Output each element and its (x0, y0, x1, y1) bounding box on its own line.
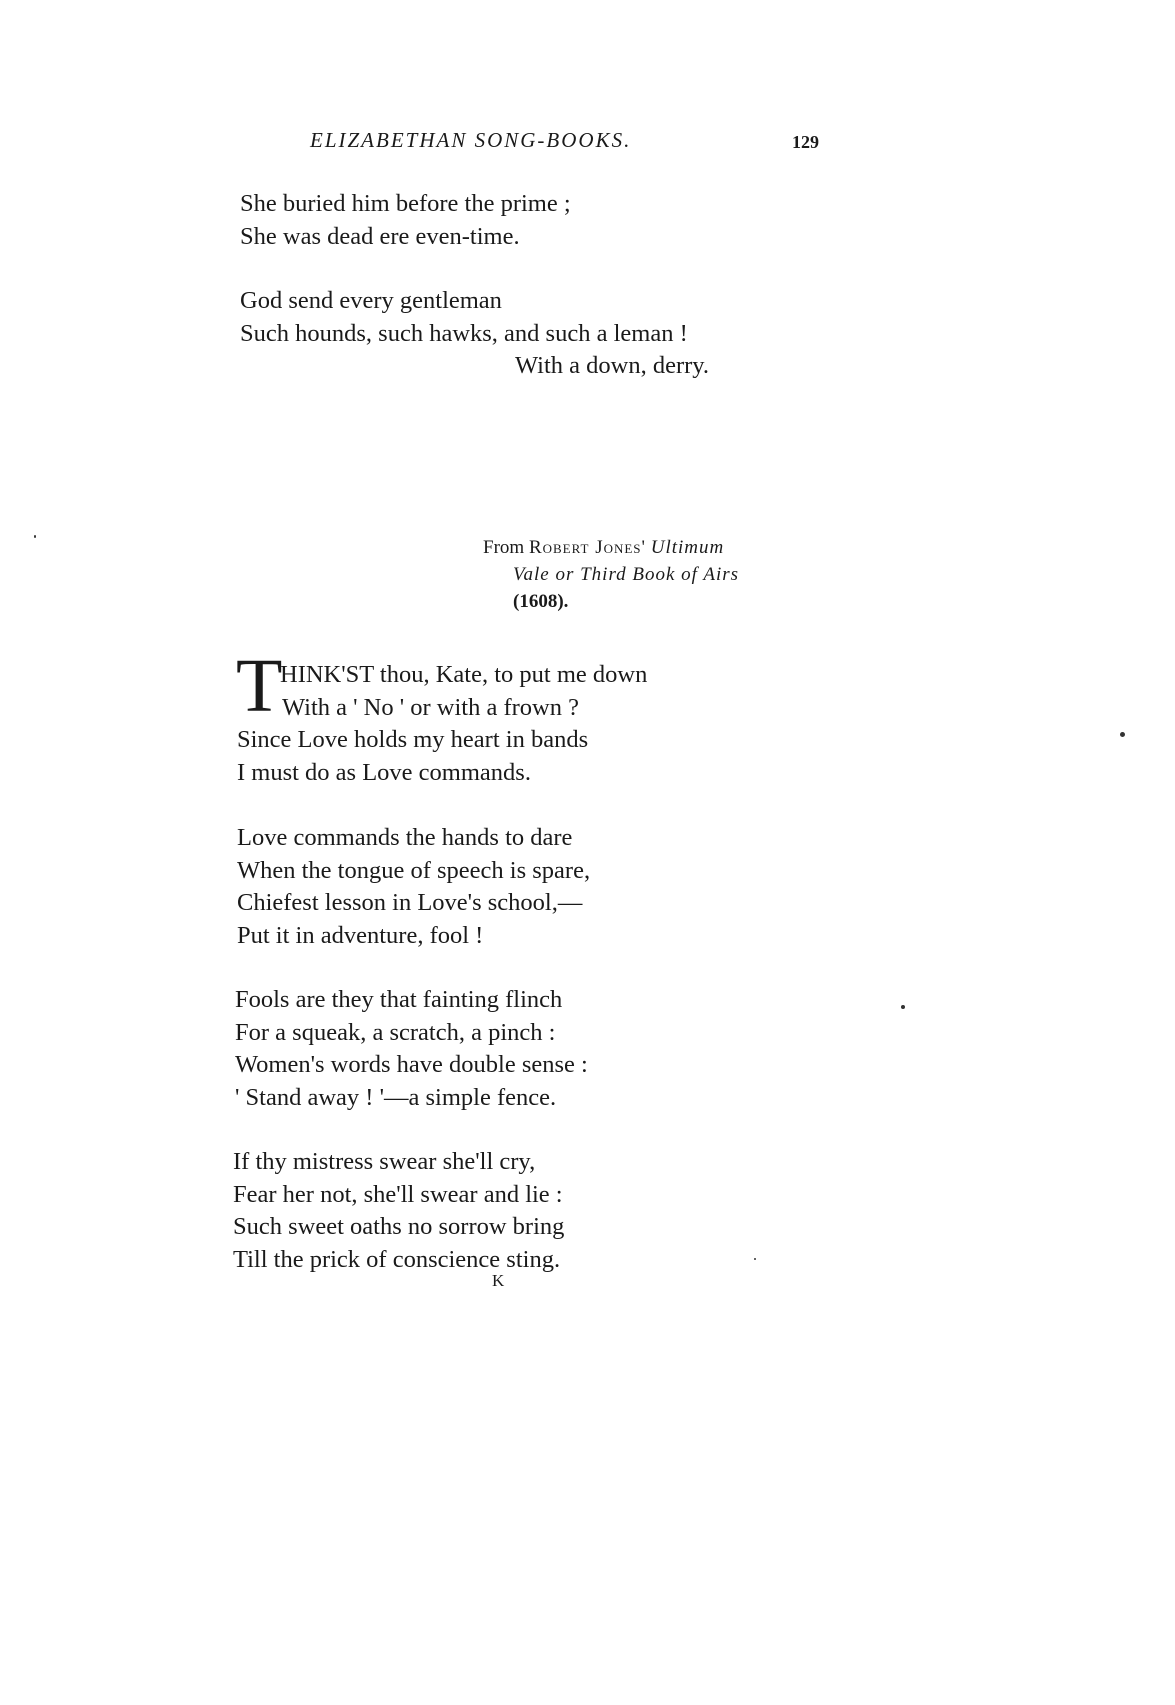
poem-line: Chiefest lesson in Love's school,— (237, 889, 583, 917)
source-line-1 (483, 534, 739, 561)
poem2-stanza-3 (235, 984, 588, 1114)
poem1-refrain: With a down, derry. (515, 352, 710, 379)
source-title-part1: Ultimum (650, 537, 725, 558)
scan-speck (754, 1258, 756, 1260)
drop-cap: T (236, 644, 283, 728)
page-number: 129 (792, 132, 819, 152)
poem-line: Fear her not, she'll swear and lie : (233, 1180, 563, 1208)
poem-line: Such sweet oaths no sorrow bring (233, 1213, 565, 1241)
poem-line: Put it in adventure, fool ! (237, 921, 484, 949)
source-from: From (483, 537, 525, 558)
source-author: Robert Jones' (528, 537, 646, 558)
signature-mark: K (492, 1271, 506, 1290)
scan-speck (1120, 732, 1125, 737)
poem2-stanza-1-top (280, 659, 647, 724)
poem-line: For a squeak, a scratch, a pinch : (235, 1018, 556, 1046)
running-head: ELIZABETHAN SONG-BOOKS. (310, 128, 632, 152)
poem2-stanza-1-bottom (237, 724, 588, 789)
poem-line: HINK'ST thou, Kate, to put me down (280, 661, 648, 688)
poem-line: She buried him before the prime ; (240, 190, 571, 217)
poem-line: If thy mistress swear she'll cry, (233, 1148, 536, 1175)
poem-line: I must do as Love commands. (237, 758, 531, 786)
poem-line: Fools are they that fainting flinch (235, 986, 563, 1013)
poem-line: Women's words have double sense : (235, 1051, 588, 1079)
source-attribution (483, 534, 739, 615)
poem1-stanza-2 (240, 285, 688, 350)
poem2-stanza-4 (233, 1146, 564, 1276)
source-year: (1608). (513, 591, 569, 612)
scan-speck (901, 1005, 905, 1009)
poem-line: When the tongue of speech is spare, (237, 856, 591, 884)
poem-line: With a ' No ' or with a frown ? (282, 693, 580, 721)
poem-line: Such hounds, such hawks, and such a leman ! (240, 319, 688, 347)
poem-line: Since Love holds my heart in bands (237, 726, 589, 753)
poem-line: ' Stand away ! '—a simple fence. (235, 1083, 557, 1111)
poem1-stanza-1 (240, 188, 571, 253)
poem-line: God send every gentleman (240, 287, 502, 314)
poem-line: She was dead ere even-time. (240, 222, 520, 250)
source-title-part2: Vale or Third Book of Airs (513, 564, 740, 585)
poem2-stanza-2 (237, 822, 590, 952)
scan-speck (34, 535, 36, 538)
poem-line: Till the prick of conscience sting. (233, 1245, 561, 1273)
poem-line: Love commands the hands to dare (237, 824, 573, 851)
